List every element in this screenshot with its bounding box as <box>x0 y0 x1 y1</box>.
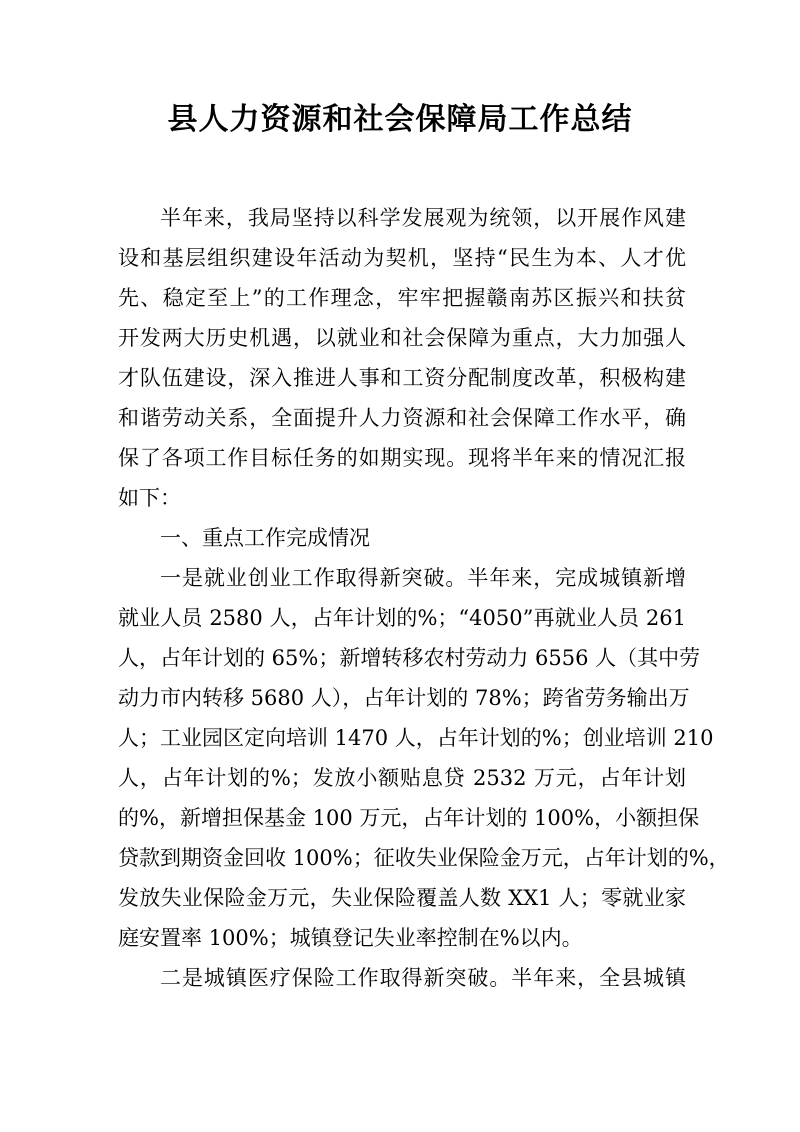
text-line: 人，占年计划的 65%；新增转移农村劳动力 6556 人（其中劳 <box>118 646 701 670</box>
text-line: 贷款到期资金回收 100%；征收失业保险金万元，占年计划的%， <box>118 846 730 870</box>
text-line: 才队伍建设，深入推进人事和工资分配制度改革，积极构建 <box>118 366 686 390</box>
text-line: 的%，新增担保基金 100 万元，占年计划的 100%，小额担保 <box>118 806 700 830</box>
document-title: 县人力资源和社会保障局工作总结 <box>167 102 633 137</box>
text-line: 动力市内转移 5680 人），占年计划的 78%；跨省劳务输出万 <box>118 686 690 710</box>
text-line: 一是就业创业工作取得新突破。半年来，完成城镇新增 <box>160 566 686 590</box>
text-line: 庭安置率 100%；城镇登记失业率控制在%以内。 <box>118 926 583 950</box>
text-line: 开发两大历史机遇，以就业和社会保障为重点，大力加强人 <box>118 326 686 350</box>
text-line: 人，占年计划的%；发放小额贴息贷 2532 万元，占年计划 <box>118 766 686 790</box>
text-line: 就业人员 2580 人，占年计划的%；“4050”再就业人员 261 <box>118 606 686 630</box>
text-line: 设和基层组织建设年活动为契机，坚持“民生为本、人才优 <box>118 246 686 270</box>
text-line: 和谐劳动关系，全面提升人力资源和社会保障工作水平，确 <box>118 406 686 430</box>
text-line: 保了各项工作目标任务的如期实现。现将半年来的情况汇报 <box>118 446 686 470</box>
document-body <box>118 198 730 998</box>
text-line: 人；工业园区定向培训 1470 人，占年计划的%；创业培训 210 <box>118 726 714 750</box>
text-line: 发放失业保险金万元，失业保险覆盖人数 XX1 人；零就业家 <box>118 886 686 910</box>
text-line: 先、稳定至上”的工作理念，牢牢把握赣南苏区振兴和扶贫 <box>118 286 686 310</box>
text-line: 如下： <box>118 486 181 510</box>
text-line: 一、重点工作完成情况 <box>160 526 370 550</box>
text-line: 半年来，我局坚持以科学发展观为统领，以开展作风建 <box>160 206 686 230</box>
text-line: 二是城镇医疗保险工作取得新突破。半年来，全县城镇 <box>160 966 686 990</box>
